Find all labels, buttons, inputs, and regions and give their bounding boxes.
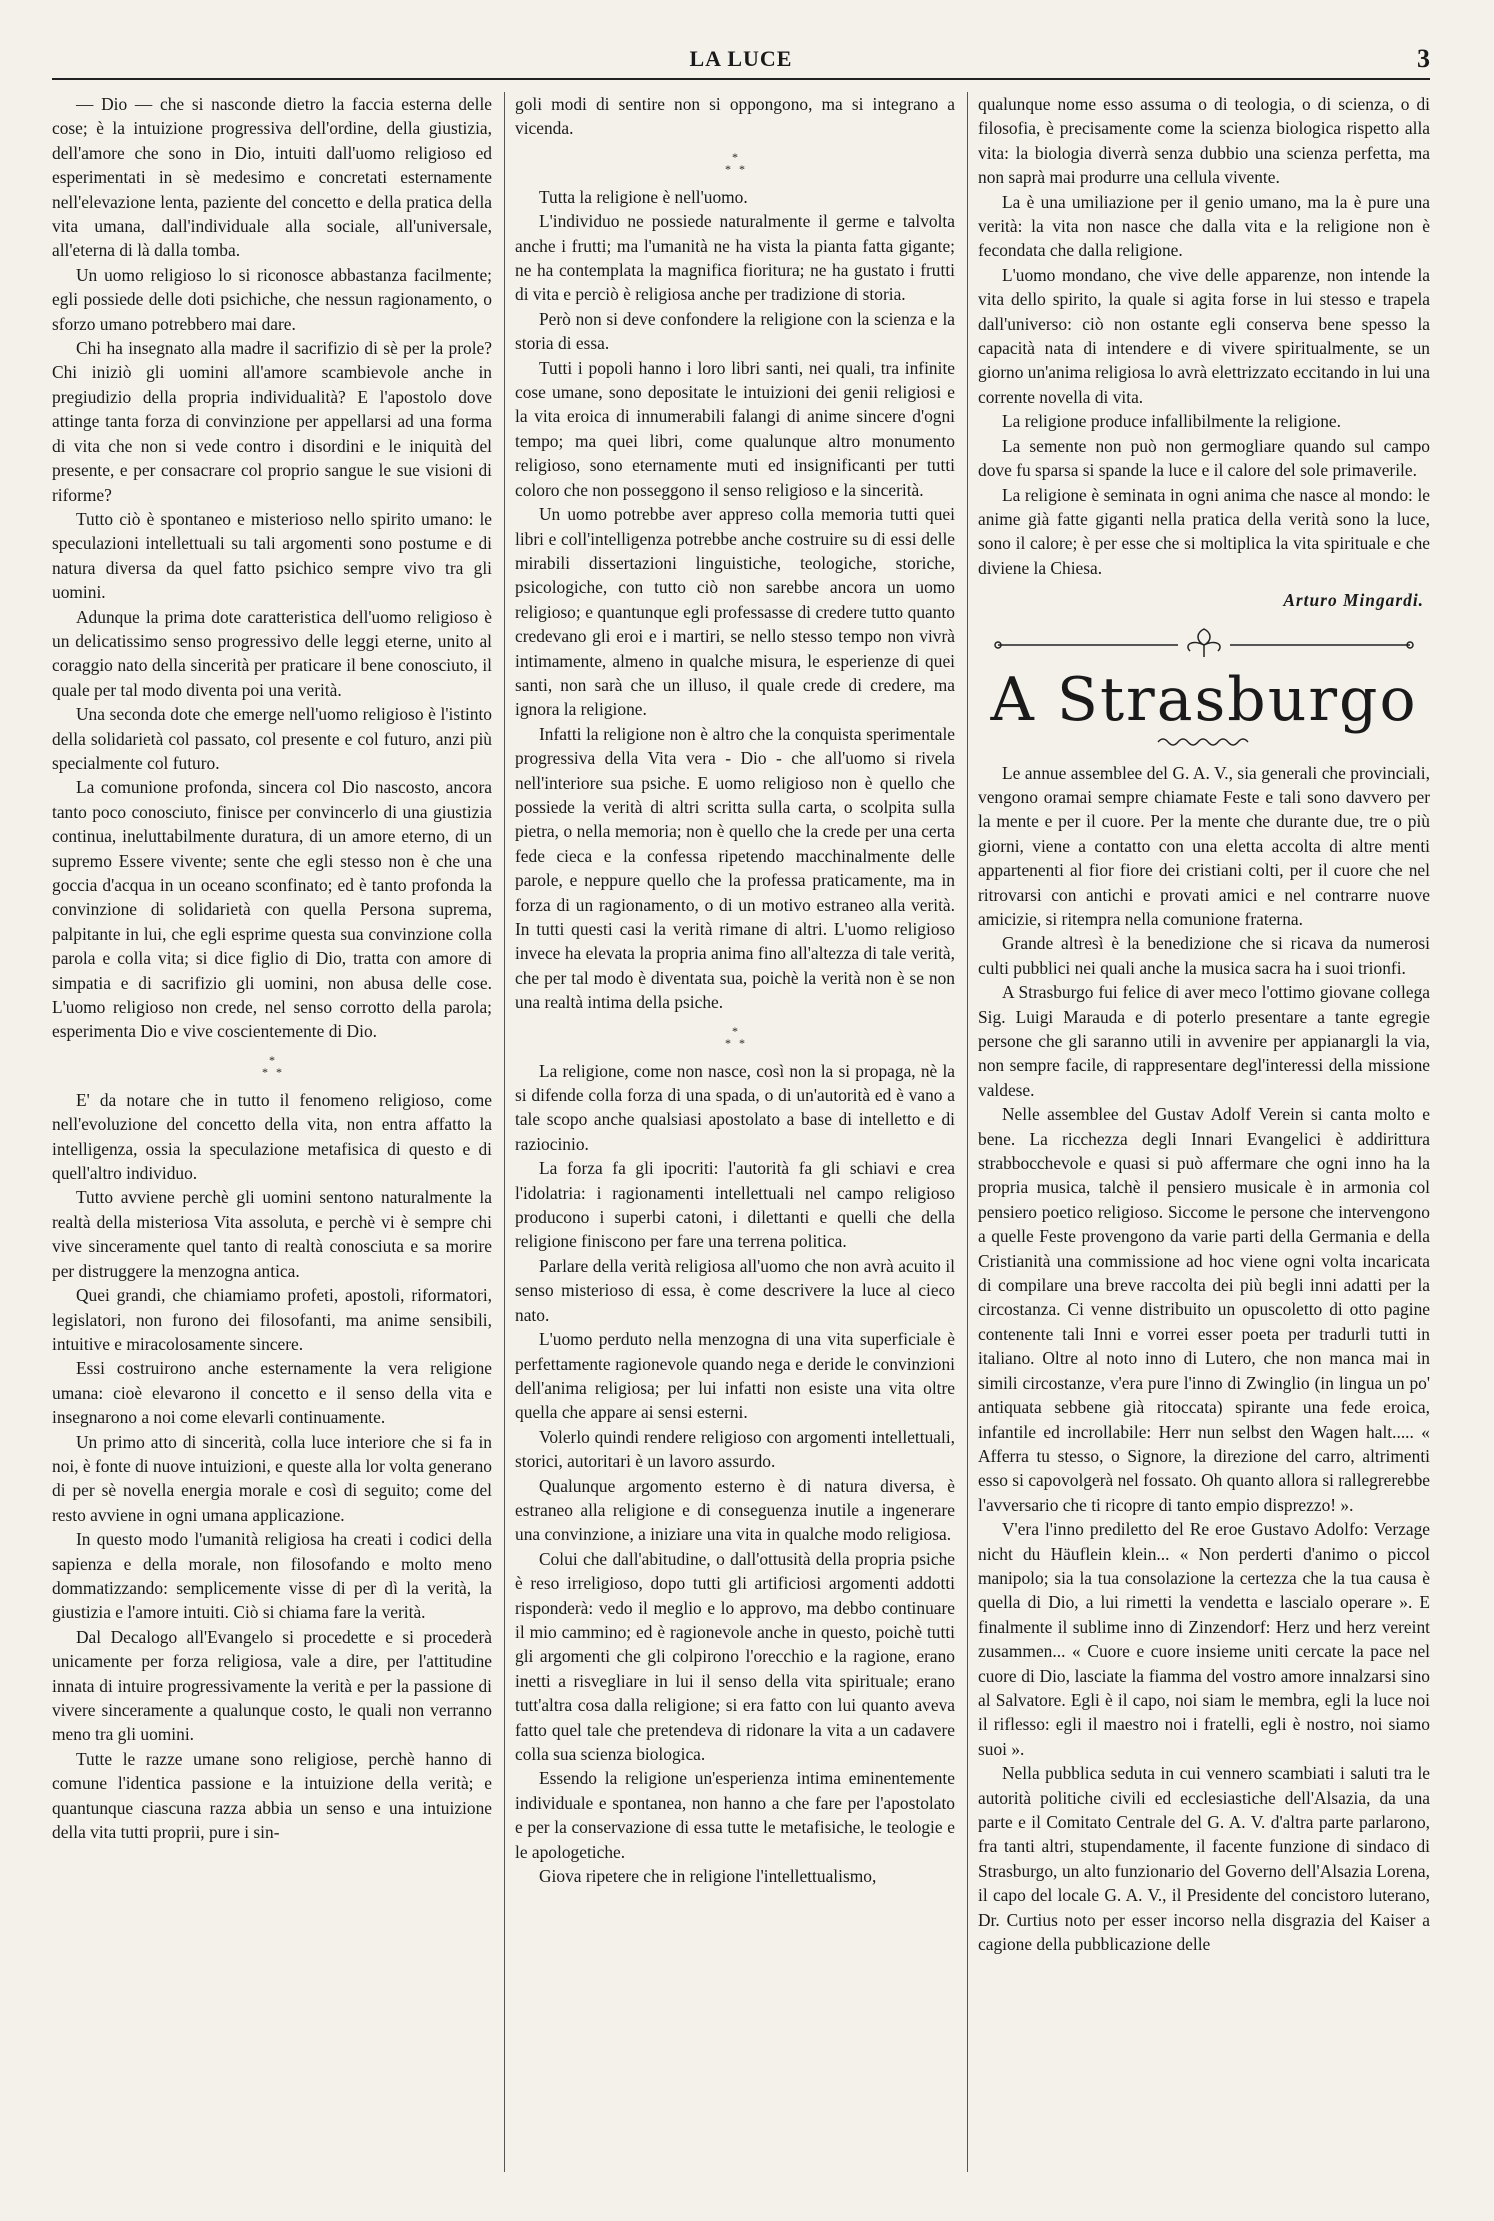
paragraph: L'individuo ne possiede naturalmente il germe e talvolta anche i frutti; ma l'umanità ne ha vista la pianta fatta gigante; ne ha contemplata la magnifica fioritura; ne ha gustato i frutti di vita e perciò è religiosa anche per tradizione di storia. bbox=[515, 211, 955, 305]
author-signature: Arturo Mingardi. bbox=[1283, 590, 1424, 611]
paragraph: Volerlo quindi rendere religioso con argomenti intellettuali, storici, autoritari è un lavoro assurdo. bbox=[515, 1426, 955, 1472]
paragraph: A Strasburgo fui felice di aver meco l'ottimo giovane collega Sig. Luigi Marauda e di poterlo presentare a tante egregie persone che gli saranno utili in avvenire per appianargli la via, non sempre facile, di rappresentare degl'interessi della missione valdese. bbox=[978, 982, 1430, 1100]
svg-text:*: * bbox=[739, 1035, 745, 1049]
squiggle-ornament bbox=[978, 733, 1430, 751]
paragraph: Tutto ciò è spontaneo e misterioso nello spirito umano: le speculazioni intellettuali su tali argomenti sono postume e di natura diversa da quel fatto psichico sempre vivo tra gli uomini. bbox=[52, 508, 492, 603]
paragraph: Un uomo potrebbe aver appreso colla memoria tutti quei libri e coll'intelligenza potrebbe anche costruire su di essi delle mirabili dissertazioni linguistiche, teologiche, storiche, psicologiche, con tutto ciò non sarebbe ancora un uomo religioso; e quantunque egli professasse di credere tutto quanto credevano gli eroi e i martiri, se nello stesso tempo non vivrà intimamente, almeno in qualche misura, le esperienze di quei santi, non sarà che un illuso, il quale crede di credere, ma ignora la religione. bbox=[515, 504, 955, 720]
paragraph: Nelle assemblee del Gustav Adolf Verein si canta molto e bene. La ricchezza degli Innari Evangelici è addirittura strabbocchevole e quasi si può affermare che ogni inno ha la propria musica, talchè il pensiero musicale è in armonia col pensiero poetico religioso. Siccome le persone che intervengono a quelle Feste provengono da varie parti della Germania e della Cristianità una commissione ad hoc viene ogni volta incaricata di compilare una breve raccolta dei più begli inni adatti per la circostanza. Ci venne distribuito un opuscoletto di otto pagine contenente tali Inni e vorrei esser poeta per tradurli tutti in italiano. Oltre al noto inno di Lutero, che non manca mai in simili circostanze, v'era pure l'inno di Zwinglio (in lingua un po' antiquata sebbene già ritoccata) spirante una fede eroica, infantile ed incrollabile: Herr nun selbst den Wagen halt..... « Afferra tu stesso, o Signore, la direzione del carro, altrimenti esso si capovolgerà nel fossato. Oh quanto allora si rallegrerebbe l'avversario che ti ricopre di tanto empio disprezzo! ». bbox=[978, 1104, 1430, 1515]
paragraph: Tutto avviene perchè gli uomini sentono naturalmente la realtà della misteriosa Vita assoluta, e perchè vi è sempre chi vive sinceramente quel tanto di realtà conosciuta e sa morire per distruggere la menzogna antica. bbox=[52, 1187, 492, 1281]
paragraph: V'era l'inno prediletto del Re eroe Gustavo Adolfo: Verzage nicht du Häuflein klein... « Non perderti d'animo o piccol manipolo; sia la tua consolazione la certezza che la tua causa è quella di Dio, a lui rimetti la vendetta e lascialo operare ». E finalmente il sublime inno di Zinzendorf: Herz und herz vereint zusammen... « Cuore e cuore insieme uniti cercate la pace nel cuore di Dio, lasciate la fiamma del vostro amore innalzarsi sino al Salvatore. Egli è il capo, noi siam le membra, egli la luce noi il riflesso: egli il maestro noi i fratelli, egli è nostro, noi siamo suoi ». bbox=[978, 1519, 1430, 1759]
paragraph: Una seconda dote che emerge nell'uomo religioso è l'istinto della solidarietà col passato, col presente e col futuro, anzi più specialmente col futuro. bbox=[52, 704, 492, 773]
paragraph: La religione, come non nasce, così non la si propaga, nè la si difende colla forza di una spada, o di un'autorità ed è vano a tale scopo anche qualsiasi apostolato a base di intelletto e di raziocinio. bbox=[515, 1060, 955, 1154]
paragraph: La religione è seminata in ogni anima che nasce al mondo: le anime già fatte giganti nella pratica della verità sono la luce, sono il calore; è per esse che si moltiplica la vita spirituale e che diviene la Chiesa. bbox=[978, 484, 1430, 578]
svg-text:*: * bbox=[262, 1064, 268, 1078]
columns bbox=[52, 92, 1430, 2177]
paragraph: E' da notare che in tutto il fenomeno religioso, come nell'evoluzione del concetto della vita, non entra affatto la intelligenza, ossia la speculazione metafisica di questo e di quell'altro individuo. bbox=[52, 1089, 492, 1184]
paragraph: Quei grandi, che chiamiamo profeti, apostoli, riformatori, legislatori, non furono dei filosofanti, ma anime sensibili, intuitive e miracolosamente sincere. bbox=[52, 1285, 492, 1354]
paragraph: Un primo atto di sincerità, colla luce interiore che si fa in noi, è fonte di nuove intuizioni, e queste alla lor volta generano di per sè novella energia morale e così di seguito; come del resto avviene in ogni umana applicazione. bbox=[52, 1431, 492, 1525]
paragraph: Dal Decalogo all'Evangelo si procedette e si procederà unicamente per forza religiosa, vale a dire, per l'attitudine innata di intuire progressivamente la verità e per la passione di vivere sinceramente a qualunque costo, le quali non verranno meno tra gli uomini. bbox=[52, 1626, 492, 1745]
masthead-title: LA LUCE bbox=[689, 46, 793, 71]
paragraph: Parlare della verità religiosa all'uomo che non avrà acuito il senso misterioso di essa, è come descrivere la luce al cieco nato. bbox=[515, 1255, 955, 1325]
paragraph: L'uomo mondano, che vive delle apparenze, non intende la vita dello spirito, la quale si agita forse in lui stesso e trapela dall'universo: ciò non ostante egli conserva bene spesso la capacità nata di intendere e di vivere spiritualmente, se un giorno un'anima religiosa lo avrà elettrizzato eccitando in lui una corrente novella di vita. bbox=[978, 264, 1430, 407]
asterism-ornament bbox=[515, 151, 955, 175]
column-1 bbox=[52, 92, 492, 2177]
page-header bbox=[52, 44, 1430, 74]
column-2 bbox=[515, 92, 955, 2177]
newspaper-page bbox=[52, 44, 1430, 2184]
page-number: 3 bbox=[1417, 44, 1430, 73]
svg-text:*: * bbox=[732, 150, 738, 164]
paragraph: qualunque nome esso assuma o di teologia, o di scienza, o di filosofia, è precisamente come la scienza biologica rispetto alla vita: la biologia diverrà senza dubbio una scienza perfetta, ma non saprà mai produrre una cellula vivente. bbox=[978, 94, 1430, 188]
paragraph: Nella pubblica seduta in cui vennero scambiati i saluti tra le autorità politiche civili ed ecclesiastiche dell'Alsazia, da una parte e il Comitato Centrale del G. A. V. d'altra parte parlarono, fra tanti altri, stupendamente, il facente funzione di sindaco di Strasburgo, un alto funzionario del Governo dell'Alsazia Lorena, il capo del locale G. A. V., il Presidente del concistoro luterano, Dr. Curtius noto per esser incorso nella disgrazia del Kaiser a cagione della pubblicazione delle bbox=[978, 1763, 1430, 1955]
asterism-ornament bbox=[52, 1054, 492, 1078]
svg-text:*: * bbox=[725, 1035, 731, 1049]
svg-text:*: * bbox=[269, 1053, 275, 1067]
article-title: A Strasburgo bbox=[990, 664, 1418, 735]
paragraph: Tutta la religione è nell'uomo. bbox=[539, 186, 748, 207]
paragraph: Colui che dall'abitudine, o dall'ottusità della propria psiche è reso irreligioso, dopo tutti gli artificiosi argomenti addotti risponderà: vedo il meglio e lo approvo, ma debbo continuare il mio cammino; ed è ragionevole anche in questo, poichè tutti gli argomenti che gli colpirono l'orecchio e la ragione, erano inetti a risvegliare in lui il senso della vita spirituale; erano tutt'altra cosa dalla religione; si era fatto con lui quanto aveva fatto quel tale che pretendeva di ridonare la vita a un cadavere colla sua scienza biologica. bbox=[515, 1548, 955, 1764]
header-rule bbox=[52, 78, 1430, 80]
paragraph: La comunione profonda, sincera col Dio nascosto, ancora tanto poco conosciuto, finisce per convincerlo di una giustizia continua, ineluttabilmente duratura, di un amore eterno, di un supremo Essere vivente; sente che egli stesso non è che una goccia d'acqua in un oceano sconfinato; ed è tanto profonda la convinzione di solidarietà con quella Persona suprema, palpitante in lui, che egli esprime questa sua convinzione colla parola e colla vita; si dice figlio di Dio, tratta con amore di simpatia e di sacrifizio gli uomini, non abusa delle cose. L'uomo religioso non crede, nel senso corrotto della parola; esperimenta Dio e vive coscientemente di Dio. bbox=[52, 777, 492, 1042]
column-3 bbox=[978, 92, 1430, 2177]
paragraph: La semente non può non germogliare quando sul campo dove fu sparsa si spande la luce e il calore del sole primaverile. bbox=[978, 435, 1430, 481]
svg-text:*: * bbox=[739, 161, 745, 175]
paragraph: Tutti i popoli hanno i loro libri santi, nei quali, tra infinite cose umane, sono depositate le intuizioni dei genii religiosi e la vita eroica di innumerabili falangi di anime sincere d'ogni tempo; ma quei libri, come qualunque altro monumento religioso, sono eternamente muti ed insignificanti per tutti coloro che non posseggono il senso religioso e la sincerità. bbox=[515, 357, 955, 500]
paragraph: Grande altresì è la benedizione che si ricava da numerosi culti pubblici nei quali anche la musica sacra ha i suoi trionfi. bbox=[978, 933, 1430, 978]
svg-text:*: * bbox=[725, 161, 731, 175]
paragraph: Però non si deve confondere la religione con la scienza e la storia di essa. bbox=[515, 308, 955, 354]
paragraph: Chi ha insegnato alla madre il sacrifizio di sè per la prole? Chi iniziò gli uomini all'amore scambievole anche in pregiudizio della propria individualità? E l'apostolo dove attinge tanta forza di convinzione per appellarsi ad una forma di vita che non si vede contro i disordini e le iniquità del presente, e per consacrare col proprio sangue le sue visioni di riforme? bbox=[52, 338, 492, 505]
paragraph: La è una umiliazione per il genio umano, ma la è pure una verità: la vita non nasce che dalla vita e la religione non è fecondata che dalla religione. bbox=[978, 191, 1430, 261]
paragraph: Adunque la prima dote caratteristica dell'uomo religioso è un delicatissimo senso progressivo delle leggi eterne, unito al coraggio nato della sincerità per praticare il bene conosciuto, il quale per tal modo diventa poi una verità. bbox=[52, 606, 492, 700]
paragraph: goli modi di sentire non si oppongono, ma si integrano a vicenda. bbox=[515, 94, 955, 139]
paragraph: La forza fa gli ipocriti: l'autorità fa gli schiavi e crea l'idolatria: i ragionamenti intellettuali nel campo religioso producono i superbi catoni, i dilettanti e quelli che della religione finiscono per fare una terrena politica. bbox=[515, 1158, 955, 1252]
paragraph: La religione produce infallibilmente la religione. bbox=[1002, 411, 1341, 432]
paragraph: Tutte le razze umane sono religiose, perchè hanno di comune l'identica passione e la intuizione della verità; e quantunque ciascuna razza abbia un senso e una intuizione della vita tutti proprii, pure i sin- bbox=[52, 1748, 492, 1843]
paragraph: In questo modo l'umanità religiosa ha creati i codici della sapienza e della morale, non filosofando e molto meno dommatizzando: semplicemente visse di per dì la verità, la giustizia e l'amore intuiti. Ciò si chiama fare la verità. bbox=[52, 1529, 492, 1623]
paragraph: Essi costruirono anche esternamente la vera religione umana: cioè elevarono il concetto e il senso della vita e insegnarono a noi come elevarli continuamente. bbox=[52, 1358, 492, 1428]
paragraph: Le annue assemblee del G. A. V., sia generali che provinciali, vengono oramai sempre chiamate Feste e tali sono davvero per la mente e per il cuore. Per la mente che durante due, tre o più giorni, viene a contatto con una eletta accolta di altre menti appartenenti al fior fiore dei cristiani colti, per il cuore che nel ritrovarsi con antichi e provati amici e nel contrarre nuove amicizie, si ritempra nella comunione fraterna. bbox=[978, 762, 1430, 929]
svg-text:*: * bbox=[276, 1064, 282, 1078]
paragraph: Infatti la religione non è altro che la conquista sperimentale progressiva della Vita vera - Dio - che all'uomo si rivela nell'interiore sua psiche. E uomo religioso non è quello che possiede la verità di altri scritta sulla carta, o scolpita sulla pietra, o nella memoria; non è quello che la crede per una certa fede cieca e la confessa ripetendo macchinalmente delle parole, e neppure quello che la professa praticamente, ma in forza di un ragionamento, o di un motivo estraneo alla verità. In tutti questi casi la verità rimane di altri. L'uomo religioso invece ha elevata la propria anima fino all'altezza di tale verità, che per tal modo è diventata sua, poichè la verità non è se non una realtà intima della psiche. bbox=[515, 723, 955, 1013]
paragraph: Essendo la religione un'esperienza intima eminentemente individuale e spontanea, non hanno a che fare per l'apostolato e per la conservazione di essa tutte le metafisiche, le teologie e le apologetiche. bbox=[515, 1768, 955, 1862]
paragraph: L'uomo perduto nella menzogna di una vita superficiale è perfettamente ragionevole quando nega e deride le convinzioni dell'anima religiosa; per lui infatti non esiste una vita oltre quella che appare ai sensi esterni. bbox=[515, 1329, 955, 1423]
svg-text:*: * bbox=[732, 1024, 738, 1038]
paragraph: — Dio — che si nasconde dietro la faccia esterna delle cose; è la intuizione progressiva dell'ordine, della giustizia, dell'amore che sono in Dio, intuiti dall'uomo religioso ed esperimentati in sè medesimo e concretati esternamente nell'elevazione lenta, paziente del concetto e della pratica della vita umana, dall'individuale alla sociale, all'universale, all'eterna di là dalla tomba. bbox=[52, 94, 492, 261]
paragraph: Giova ripetere che in religione l'intellettualismo, bbox=[539, 1866, 877, 1887]
paragraph: Qualunque argomento esterno è di natura diversa, è estraneo alla religione e di conseguenza inutile a ingenerare una convinzione, a iniziare una vita in qualche modo religiosa. bbox=[515, 1475, 955, 1545]
fleuron-divider-ornament bbox=[978, 623, 1430, 663]
asterism-ornament bbox=[515, 1025, 955, 1049]
paragraph: Un uomo religioso lo si riconosce abbastanza facilmente; egli possiede delle doti psichiche, che nessun ragionamento, o sforzo umano potrebbero mai dare. bbox=[52, 264, 492, 334]
